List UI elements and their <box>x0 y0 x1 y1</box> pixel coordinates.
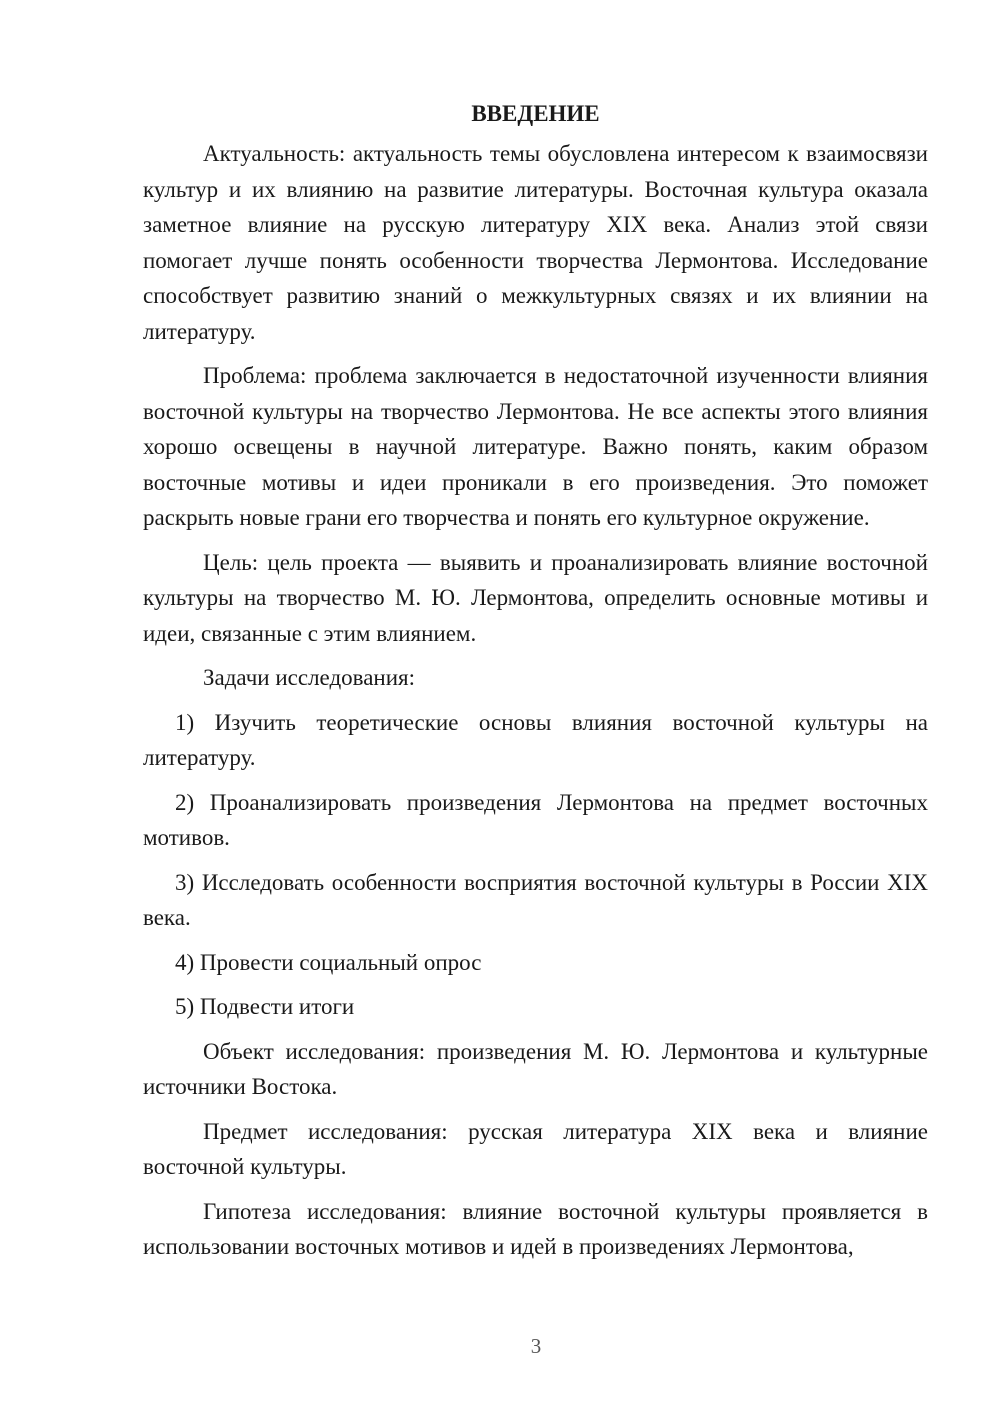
task-item-3: 3) Исследовать особенности восприятия восточной культуры в России XIX века. <box>143 869 928 930</box>
paragraph-hypothesis: Гипотеза исследования: влияние восточной культуры проявляется в использовании восточных мотивов и идей в произведениях Лермонтова, <box>143 1198 928 1259</box>
paragraph-object: Объект исследования: произведения М. Ю. Лермонтова и культурные источники Востока. <box>143 1038 928 1099</box>
page-number: 3 <box>530 1334 542 1358</box>
task-item-1: 1) Изучить теоретические основы влияния восточной культуры на литературу. <box>143 709 928 770</box>
section-title: ВВЕДЕНИЕ <box>471 101 600 126</box>
task-item-2: 2) Проанализировать произведения Лермонтова на предмет восточных мотивов. <box>143 789 928 850</box>
task-item-4: 4) Провести социальный опрос <box>175 949 482 975</box>
page-content <box>143 96 928 1274</box>
paragraph-goal: Цель: цель проекта — выявить и проанализировать влияние восточной культуры на творчество М. Ю. Лермонтова, определить основные мотивы и идеи, связанные с этим влиянием. <box>143 549 928 646</box>
task-item-5: 5) Подвести итоги <box>175 994 355 1019</box>
paragraph-subject: Предмет исследования: русская литература XIX века и влияние восточной культуры. <box>143 1118 928 1179</box>
paragraph-problem: Проблема: проблема заключается в недостаточной изученности влияния восточной культуры на творчество Лермонтова. Не все аспекты этого влияния хорошо освещены в научной литературе. Важно понять, каким образом восточные мотивы и идеи проникали в его произведения. Это поможет раскрыть новые грани его творчества и понять его культурное окружение. <box>143 363 928 530</box>
tasks-list <box>143 705 928 1025</box>
paragraph-relevance: Актуальность: актуальность темы обусловлена интересом к взаимосвязи культур и их влиянию на развитие литературы. Восточная культура оказала заметное влияние на русскую литературу XIX века. Анализ этой связи помогает лучше понять особенности творчества Лермонтова. Исследование способствует развитию знаний о межкультурных связях и их влиянии на литературу. <box>143 141 928 344</box>
paragraph-tasks-heading: Задачи исследования: <box>203 665 416 690</box>
